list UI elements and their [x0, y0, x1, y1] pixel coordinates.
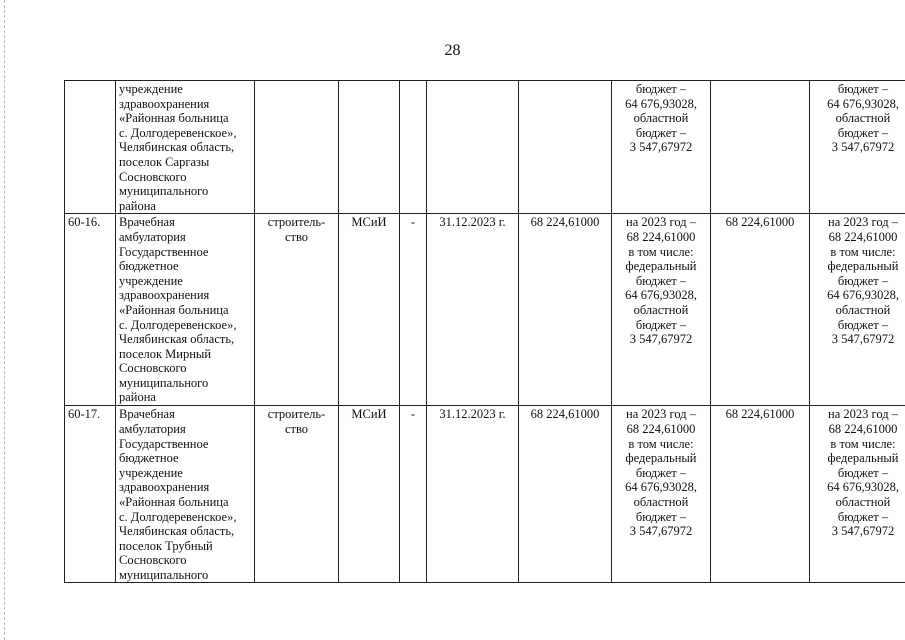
object-name: учреждение здравоохранения «Районная больница с. Долгодеревенское», Челябинская область, поселок Саргазы Сосновского муниципального района — [116, 81, 255, 214]
financing-details-2: на 2023 год – 68 224,61000 в том числе: федеральный бюджет – 64 676,93028, областной бюджет – 3 547,67972 — [810, 406, 905, 583]
deadline-date: 31.12.2023 г. — [427, 406, 519, 583]
cost-sum-2 — [711, 81, 810, 214]
row-number — [65, 81, 116, 214]
responsible: МСиИ — [339, 214, 400, 406]
deadline-date: 31.12.2023 г. — [427, 214, 519, 406]
financing-details-2: на 2023 год – 68 224,61000 в том числе: федеральный бюджет – 64 676,93028, областной бюджет – 3 547,67972 — [810, 214, 905, 406]
dash-cell: - — [400, 214, 427, 406]
object-table — [64, 80, 905, 583]
cost-sum-2: 68 224,61000 — [711, 214, 810, 406]
page-edge-line — [4, 0, 5, 640]
responsible — [339, 81, 400, 214]
financing-details-2: бюджет – 64 676,93028, областной бюджет – 3 547,67972 — [810, 81, 905, 214]
cost-sum: 68 224,61000 — [519, 406, 612, 583]
page-number: 28 — [444, 42, 461, 59]
dash-cell — [400, 81, 427, 214]
row-number: 60-17. — [65, 406, 116, 583]
object-name: Врачебная амбулатория Государственное бюджетное учреждение здравоохранения «Районная больница с. Долгодеревенское», Челябинская область, поселок Мирный Сосновского муниципального района — [116, 214, 255, 406]
cost-sum — [519, 81, 612, 214]
table-row — [65, 406, 905, 583]
cost-sum-2: 68 224,61000 — [711, 406, 810, 583]
dash-cell: - — [400, 406, 427, 583]
financing-details: бюджет – 64 676,93028, областной бюджет – 3 547,67972 — [612, 81, 711, 214]
financing-details: на 2023 год – 68 224,61000 в том числе: федеральный бюджет – 64 676,93028, областной бюджет – 3 547,67972 — [612, 214, 711, 406]
object-name: Врачебная амбулатория Государственное бюджетное учреждение здравоохранения «Районная больница с. Долгодеревенское», Челябинская область, поселок Трубный Сосновского муниципального — [116, 406, 255, 583]
work-type: строитель- ство — [255, 406, 339, 583]
cost-sum: 68 224,61000 — [519, 214, 612, 406]
responsible: МСиИ — [339, 406, 400, 583]
row-number: 60-16. — [65, 214, 116, 406]
financing-details: на 2023 год – 68 224,61000 в том числе: федеральный бюджет – 64 676,93028, областной бюджет – 3 547,67972 — [612, 406, 711, 583]
work-type — [255, 81, 339, 214]
table-row — [65, 81, 905, 214]
work-type: строитель- ство — [255, 214, 339, 406]
deadline-date — [427, 81, 519, 214]
table-row — [65, 214, 905, 406]
